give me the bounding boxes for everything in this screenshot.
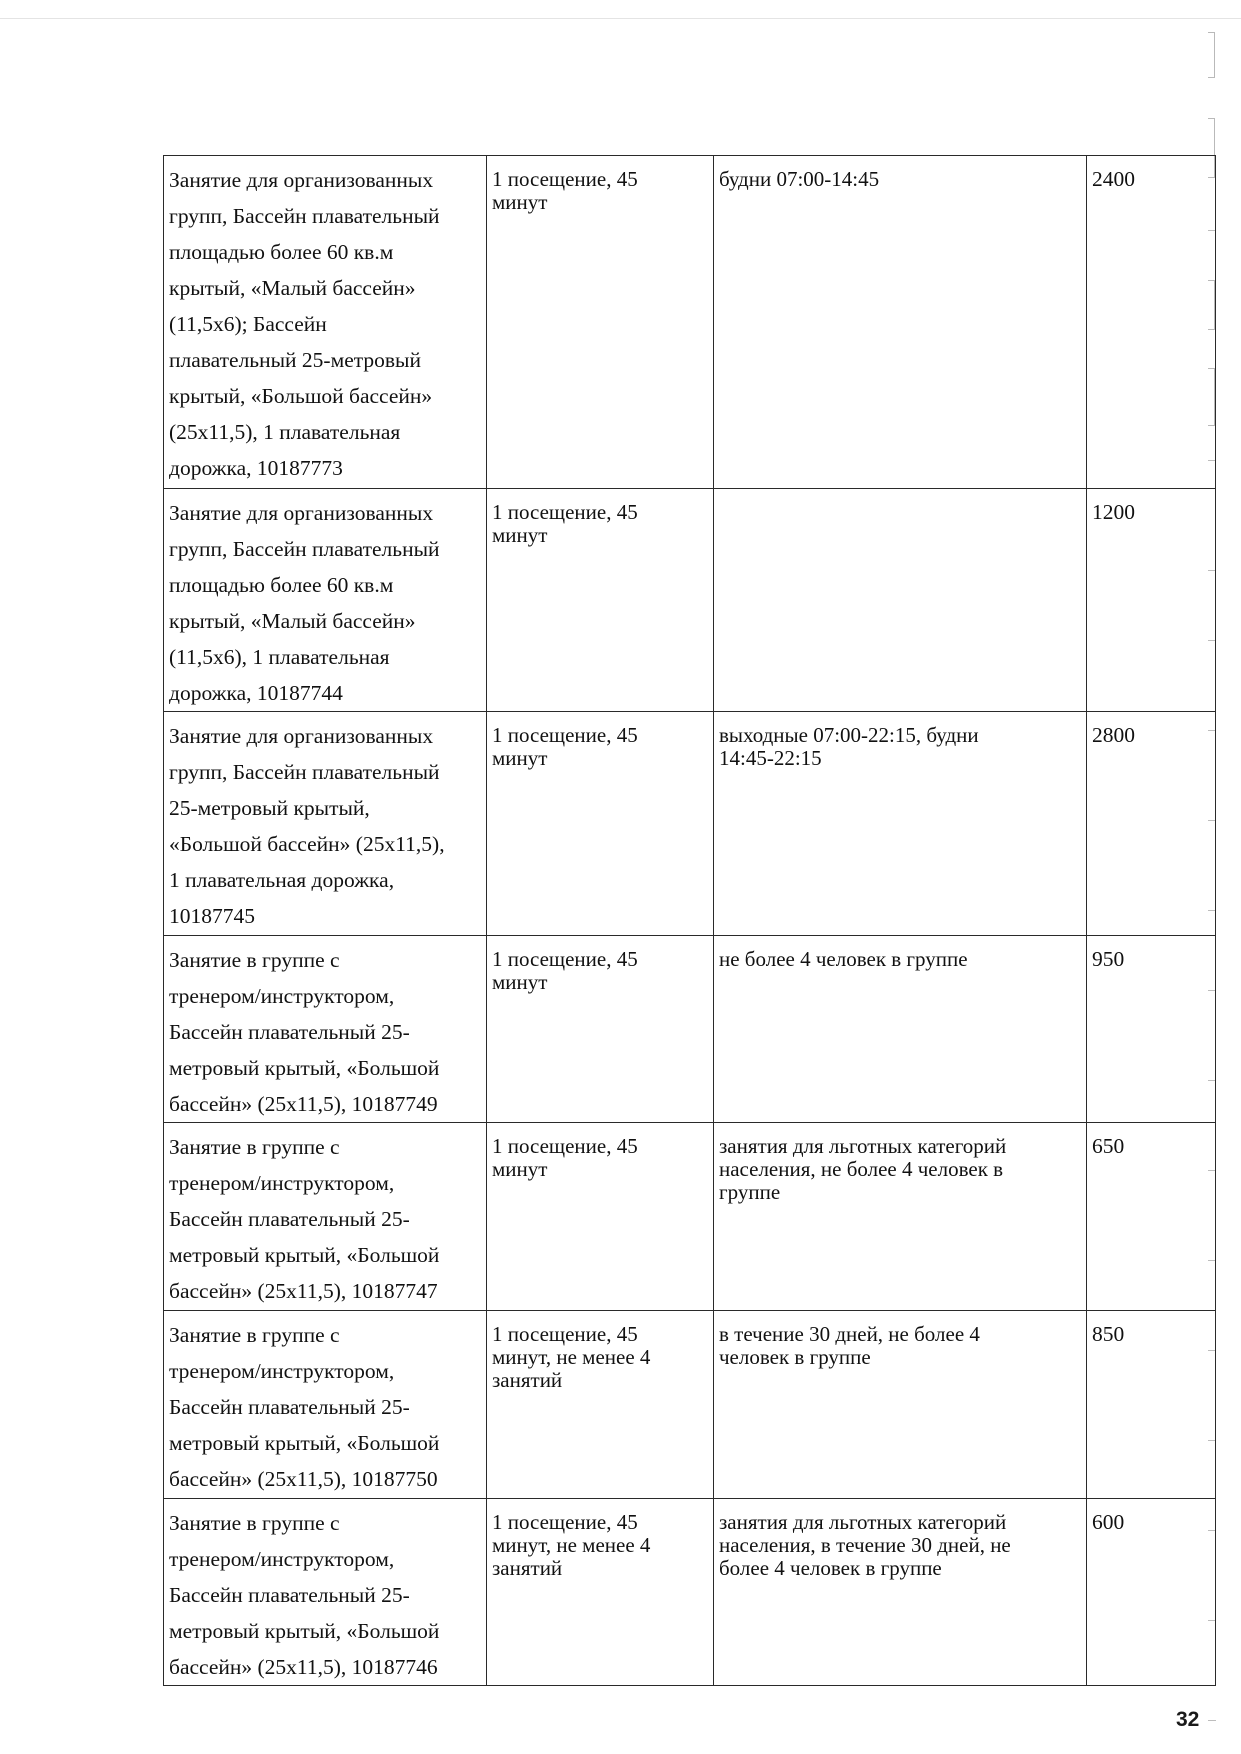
table-row [164,1499,1216,1686]
duration: 1 посещение, 45 минут [492,723,638,770]
price: 2400 [1092,167,1135,191]
service-name: Занятие для организованных групп, Бассейн плавательный площадью более 60 кв.м крытый, «Малый бассейн» (11,5х6); Бассейн плавательный 25-метровый крытый, «Большой бассейн» (25х11,5), 1 плавательная дорожка, 10187773 [169,168,440,480]
note-cell [714,156,1087,489]
note-cell [714,489,1087,712]
note: в течение 30 дней, не более 4 человек в группе [719,1322,980,1369]
note: занятия для льготных категорий населения, не более 4 человек в группе [719,1134,1007,1204]
scan-top-edge [0,18,1241,19]
service-name: Занятие в группе с тренером/инструктором, Бассейн плавательный 25- метровый крытый, «Большой бассейн» (25х11,5), 10187747 [169,1135,440,1303]
service-name: Занятие для организованных групп, Бассейн плавательный 25-метровый крытый, «Большой бассейн» (25х11,5), 1 плавательная дорожка, 10187745 [169,724,445,928]
table-row [164,712,1216,936]
duration: 1 посещение, 45 минут [492,1134,638,1181]
price-cell [1087,489,1216,712]
table-row [164,156,1216,489]
table-row [164,1311,1216,1499]
page-number: 32 [1176,1708,1200,1731]
note: будни 07:00-14:45 [719,167,880,191]
service-name: Занятие для организованных групп, Бассейн плавательный площадью более 60 кв.м крытый, «Малый бассейн» (11,5х6), 1 плавательная дорожка, 10187744 [169,501,440,705]
service-name-cell [164,936,487,1123]
price-cell [1087,712,1216,936]
note: занятия для льготных категорий населения, в течение 30 дней, не более 4 человек в группе [719,1510,1011,1580]
duration-cell [487,936,714,1123]
price: 600 [1092,1510,1125,1534]
table-row [164,489,1216,712]
duration-cell [487,712,714,936]
duration: 1 посещение, 45 минут, не менее 4 занятий [492,1510,651,1580]
price: 650 [1092,1134,1125,1158]
price: 950 [1092,947,1125,971]
note [714,489,1086,501]
edge-bracket [1208,32,1215,78]
duration: 1 посещение, 45 минут [492,167,638,214]
service-name-cell [164,156,487,489]
table-row [164,936,1216,1123]
service-name: Занятие в группе с тренером/инструктором, Бассейн плавательный 25- метровый крытый, «Большой бассейн» (25х11,5), 10187749 [169,948,440,1116]
note-cell [714,1123,1087,1311]
duration: 1 посещение, 45 минут [492,947,638,994]
service-name-cell [164,489,487,712]
duration-cell [487,1499,714,1686]
price: 1200 [1092,500,1135,524]
service-name-cell [164,712,487,936]
table-row [164,1123,1216,1311]
note-cell [714,1311,1087,1499]
price: 2800 [1092,723,1135,747]
note-cell [714,936,1087,1123]
note-cell [714,712,1087,936]
note: не более 4 человек в группе [719,947,968,971]
service-name-cell [164,1123,487,1311]
price-cell [1087,936,1216,1123]
price-cell [1087,1311,1216,1499]
duration-cell [487,489,714,712]
duration-cell [487,156,714,489]
price: 850 [1092,1322,1125,1346]
duration-cell [487,1123,714,1311]
price-table [163,155,1216,1686]
service-name: Занятие в группе с тренером/инструктором, Бассейн плавательный 25- метровый крытый, «Большой бассейн» (25х11,5), 10187746 [169,1511,440,1679]
service-name: Занятие в группе с тренером/инструктором, Бассейн плавательный 25- метровый крытый, «Большой бассейн» (25х11,5), 10187750 [169,1323,440,1491]
duration-cell [487,1311,714,1499]
duration: 1 посещение, 45 минут [492,500,638,547]
duration: 1 посещение, 45 минут, не менее 4 занятий [492,1322,651,1392]
price-cell [1087,156,1216,489]
note-cell [714,1499,1087,1686]
price-cell [1087,1123,1216,1311]
price-cell [1087,1499,1216,1686]
service-name-cell [164,1311,487,1499]
edge-tick [1208,1720,1216,1721]
note: выходные 07:00-22:15, будни 14:45-22:15 [719,723,979,770]
service-name-cell [164,1499,487,1686]
